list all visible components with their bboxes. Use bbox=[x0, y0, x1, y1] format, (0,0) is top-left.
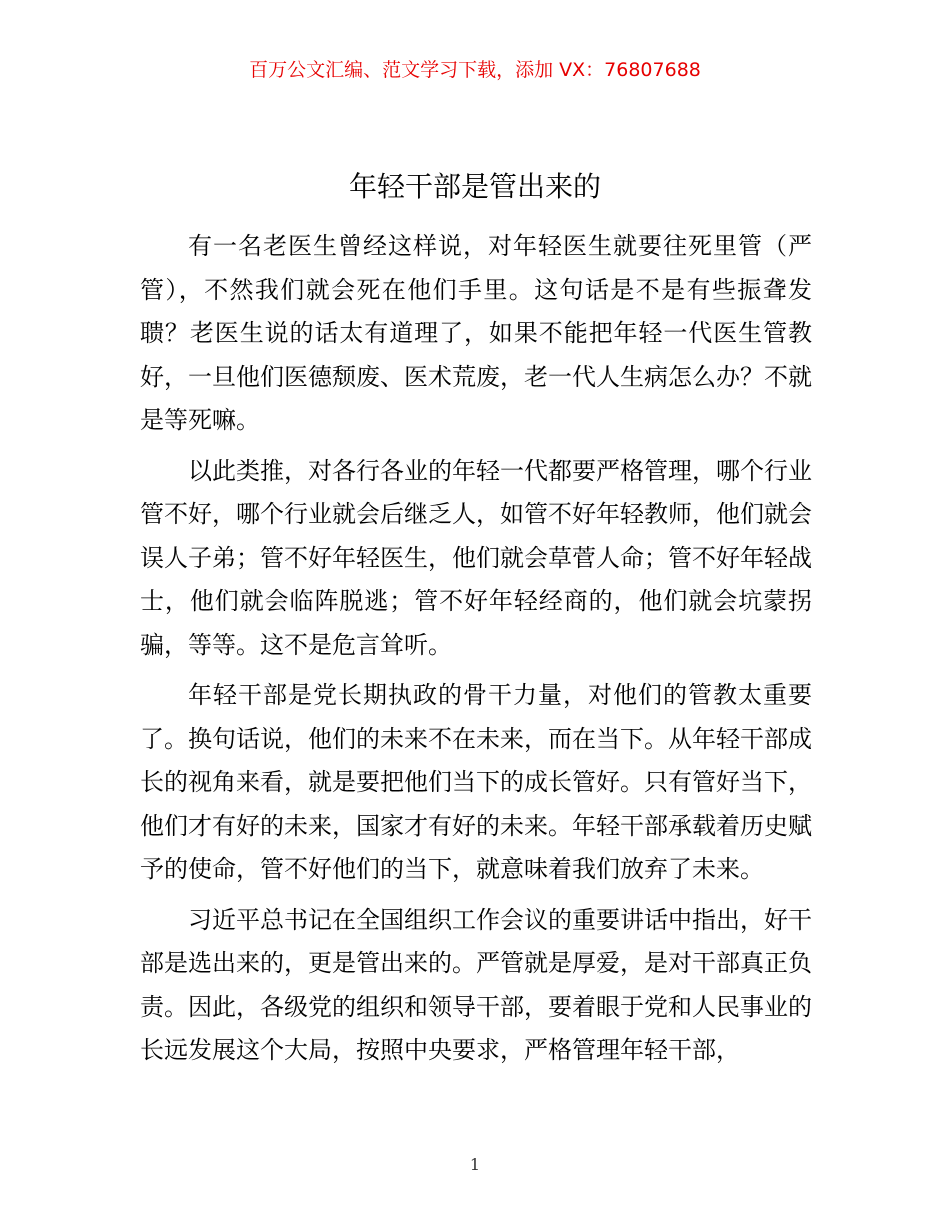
page-title: 年轻干部是管出来的 bbox=[348, 170, 601, 203]
paragraph-3: 年轻干部是党长期执政的骨干力量，对他们的管教太重要了。换句话说，他们的未来不在未来，而在当下。从年轻干部成长的视角来看，就是要把他们当下的成长管好。只有管好当下，他们才有好的未来，国家才有好的未来。年轻干部承载着历史赋予的使命，管不好他们的当下，就意味着我们放弃了未来。 bbox=[140, 681, 812, 883]
paragraph-4: 习近平总书记在全国组织工作会议的重要讲话中指出，好干部是选出来的，更是管出来的。严管就是厚爱，是对干部真正负责。因此，各级党的组织和领导干部，要着眼于党和人民事业的长远发展这个大局，按照中央要求，严格管理年轻干部， bbox=[140, 905, 812, 1064]
paragraph-2: 以此类推，对各行各业的年轻一代都要严格管理，哪个行业管不好，哪个行业就会后继乏人，如管不好年轻教师，他们就会误人子弟；管不好年轻医生，他们就会草菅人命；管不好年轻战士，他们就会临阵脱逃；管不好年轻经商的，他们就会坑蒙拐骗，等等。这不是危言耸听。 bbox=[140, 456, 812, 659]
paragraph-1: 有一名老医生曾经这样说，对年轻医生就要往死里管（严管），不然我们就会死在他们手里。这句话是不是有些振聋发聩？老医生说的话太有道理了，如果不能把年轻一代医生管教好，一旦他们医德颓废、医术荒废，老一代人生病怎么办？不就是等死嘛。 bbox=[140, 232, 812, 434]
header-watermark: 百万公文汇编、范文学习下载，添加 VX：76807688 bbox=[249, 59, 701, 81]
document-body bbox=[140, 225, 812, 1080]
page-number: 1 bbox=[469, 1155, 481, 1174]
